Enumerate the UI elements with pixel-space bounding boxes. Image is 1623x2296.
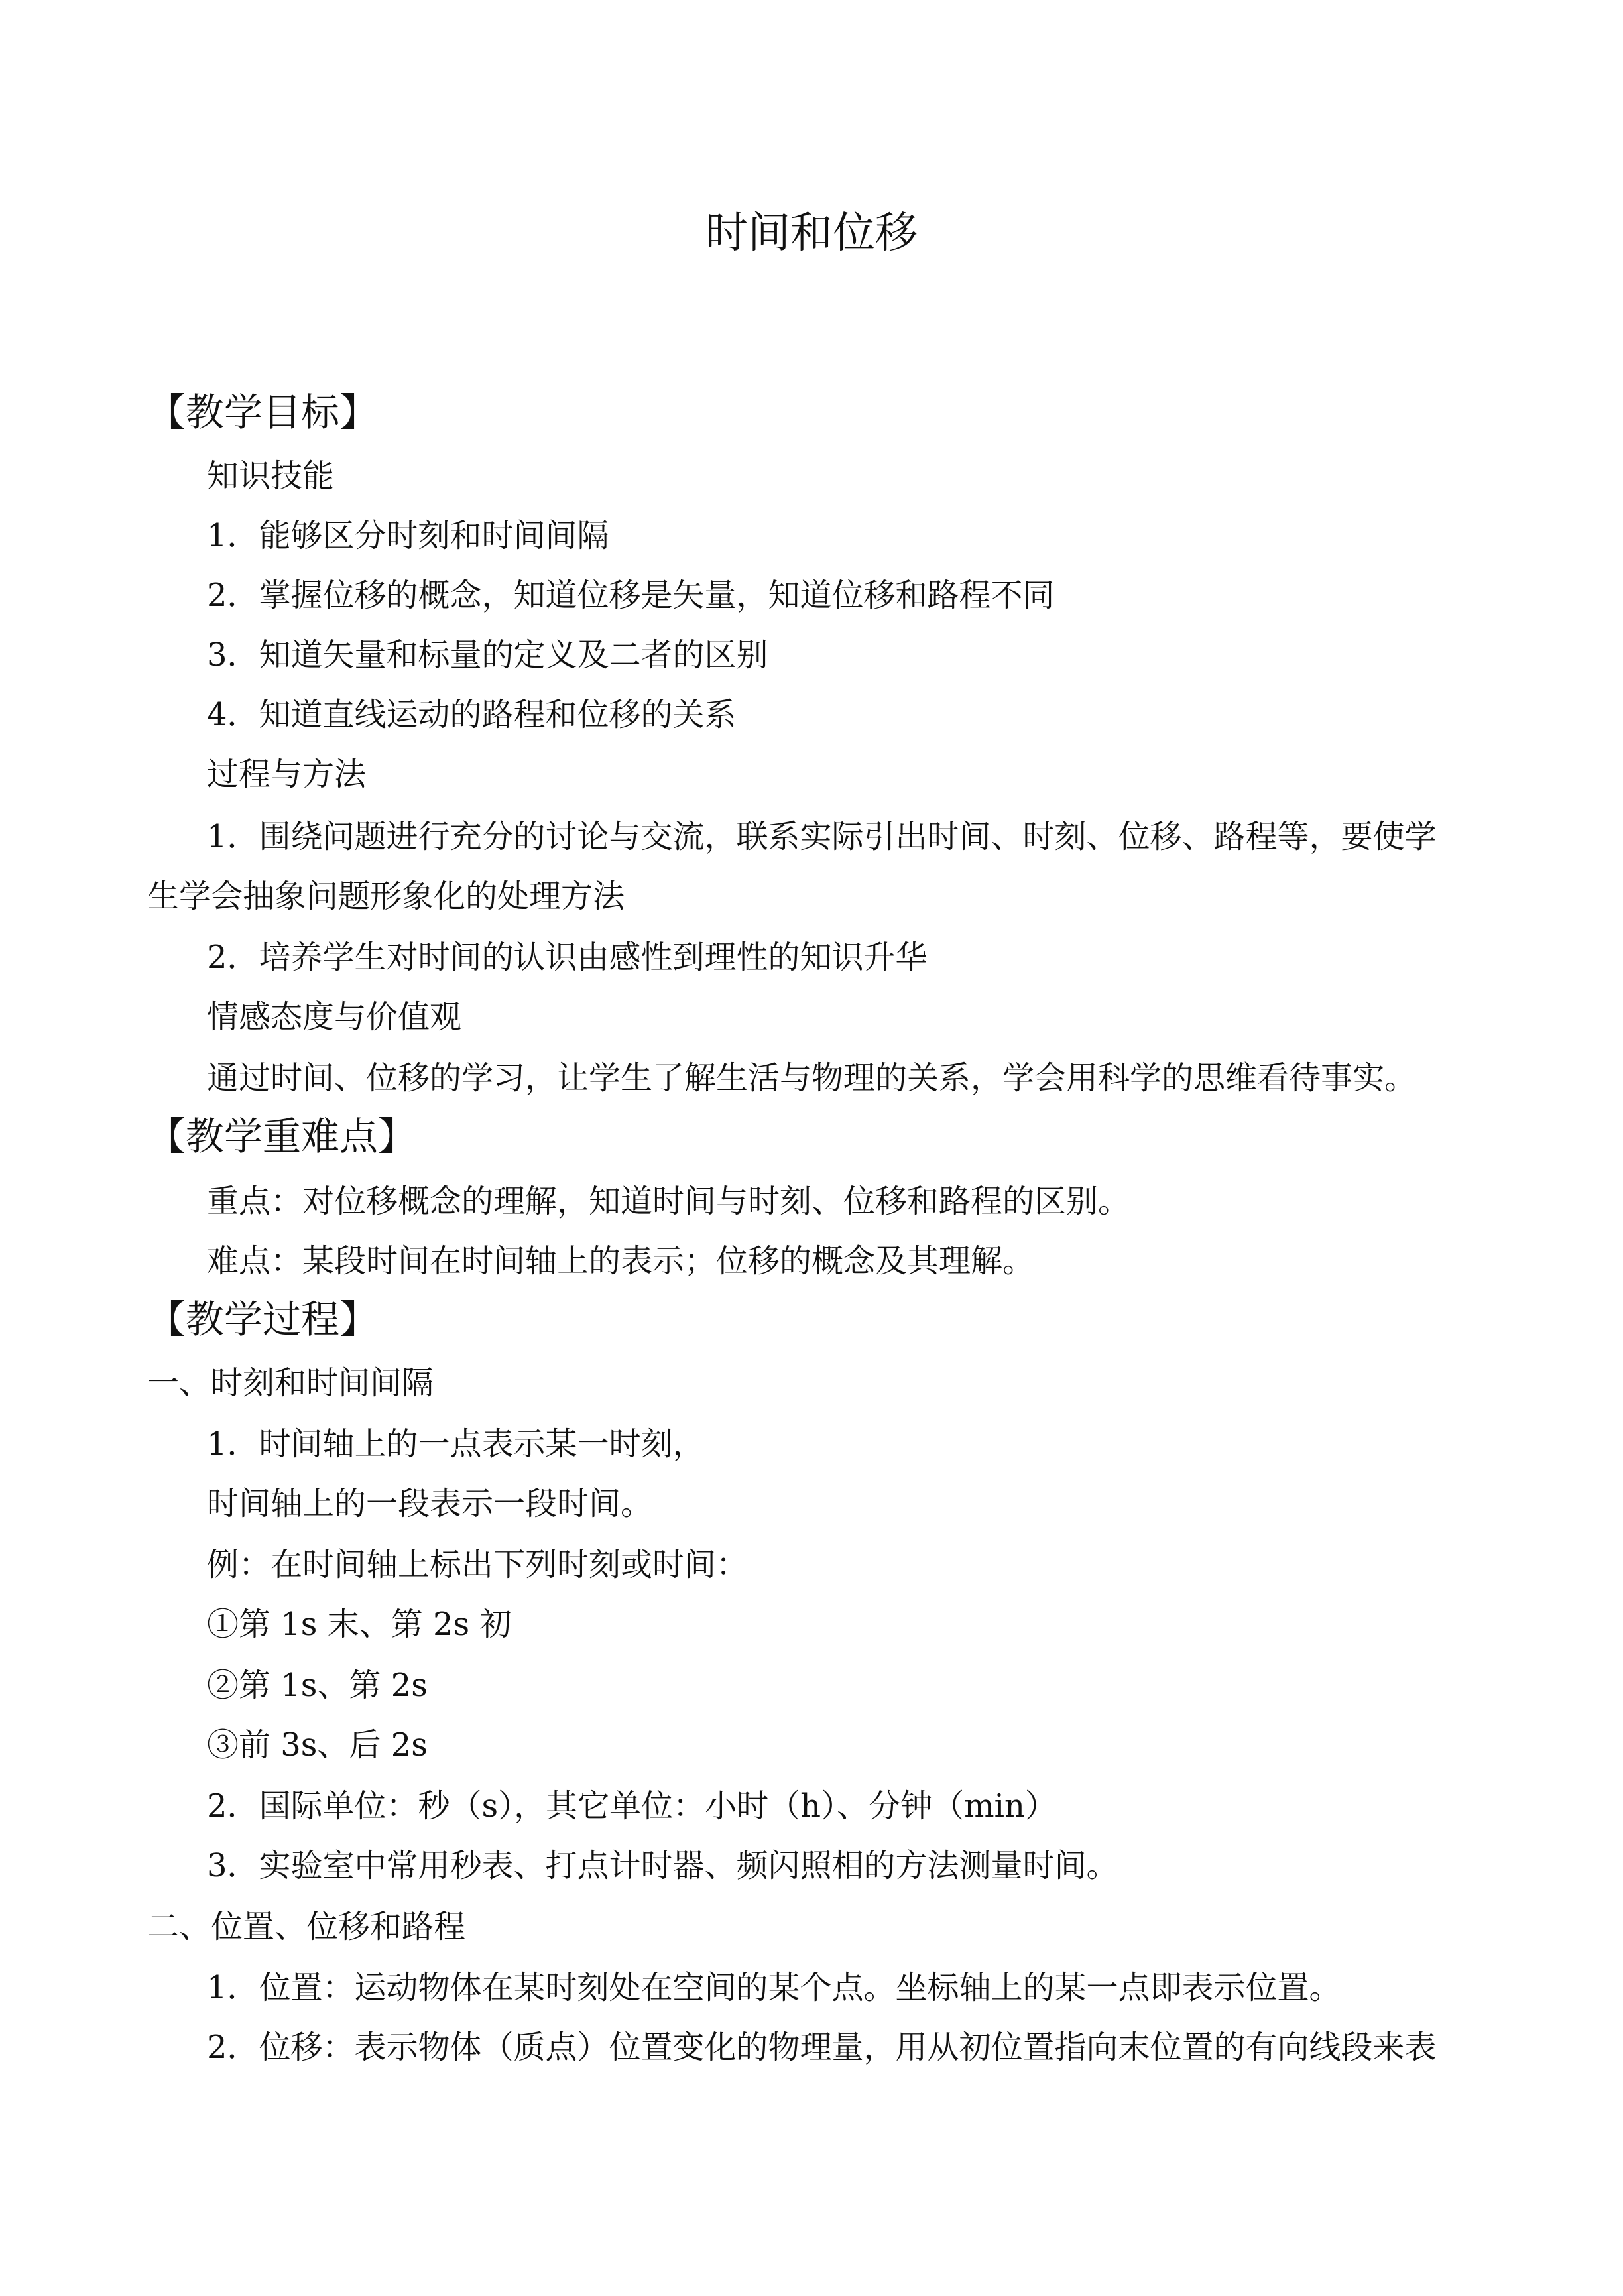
key-points-heading: 【教学重难点】 — [147, 1114, 417, 1159]
section1-line-5: ②第 1s、第 2s — [207, 1667, 428, 1704]
knowledge-item-1: 1．能够区分时刻和时间间隔 — [207, 517, 609, 554]
focus-text: 重点：对位移概念的理解，知道时间与时刻、位移和路程的区别。 — [207, 1183, 1130, 1220]
teaching-process-heading: 【教学过程】 — [147, 1297, 379, 1342]
attitude-label: 情感态度与价值观 — [207, 998, 462, 1036]
process-method-item-2: 2．培养学生对时间的认识由感性到理性的知识升华 — [207, 939, 928, 976]
knowledge-item-3: 3．知道矢量和标量的定义及二者的区别 — [207, 636, 768, 674]
section1-line-2: 时间轴上的一段表示一段时间。 — [207, 1485, 653, 1522]
section2-line-2: 2．位移：表示物体（质点）位置变化的物理量，用从初位置指向末位置的有向线段来表 — [207, 2029, 1437, 2066]
knowledge-item-2: 2．掌握位移的概念，知道位移是矢量，知道位移和路程不同 — [207, 577, 1055, 614]
section1-line-8: 3．实验室中常用秒表、打点计时器、频闪照相的方法测量时间。 — [207, 1847, 1118, 1884]
process-method-item-1-line1: 1．围绕问题进行充分的讨论与交流，联系实际引出时间、时刻、位移、路程等，要使学 — [207, 818, 1437, 855]
section1-line-4: ①第 1s 末、第 2s 初 — [207, 1606, 512, 1643]
objectives-heading: 【教学目标】 — [147, 390, 379, 435]
attitude-text: 通过时间、位移的学习，让学生了解生活与物理的关系，学会用科学的思维看待事实。 — [207, 1059, 1417, 1097]
knowledge-item-4: 4．知道直线运动的路程和位移的关系 — [207, 696, 737, 733]
section1-title: 一、时刻和时间间隔 — [147, 1364, 434, 1402]
section1-line-6: ③前 3s、后 2s — [207, 1726, 428, 1764]
section1-line-1: 1．时间轴上的一点表示某一时刻， — [207, 1425, 705, 1463]
section2-title: 二、位置、位移和路程 — [147, 1908, 466, 1945]
process-method-item-1-line2: 生学会抽象问题形象化的处理方法 — [147, 878, 625, 915]
section2-line-1: 1．位置：运动物体在某时刻处在空间的某个点。坐标轴上的某一点即表示位置。 — [207, 1969, 1341, 2006]
section1-line-3: 例：在时间轴上标出下列时刻或时间： — [207, 1546, 749, 1583]
section1-line-7: 2．国际单位：秒（s），其它单位：小时（h）、分钟（min） — [207, 1787, 1057, 1825]
difficulty-text: 难点：某段时间在时间轴上的表示；位移的概念及其理解。 — [207, 1242, 1035, 1280]
knowledge-label: 知识技能 — [207, 457, 335, 495]
page-title: 时间和位移 — [705, 209, 918, 258]
process-method-label: 过程与方法 — [207, 756, 367, 793]
